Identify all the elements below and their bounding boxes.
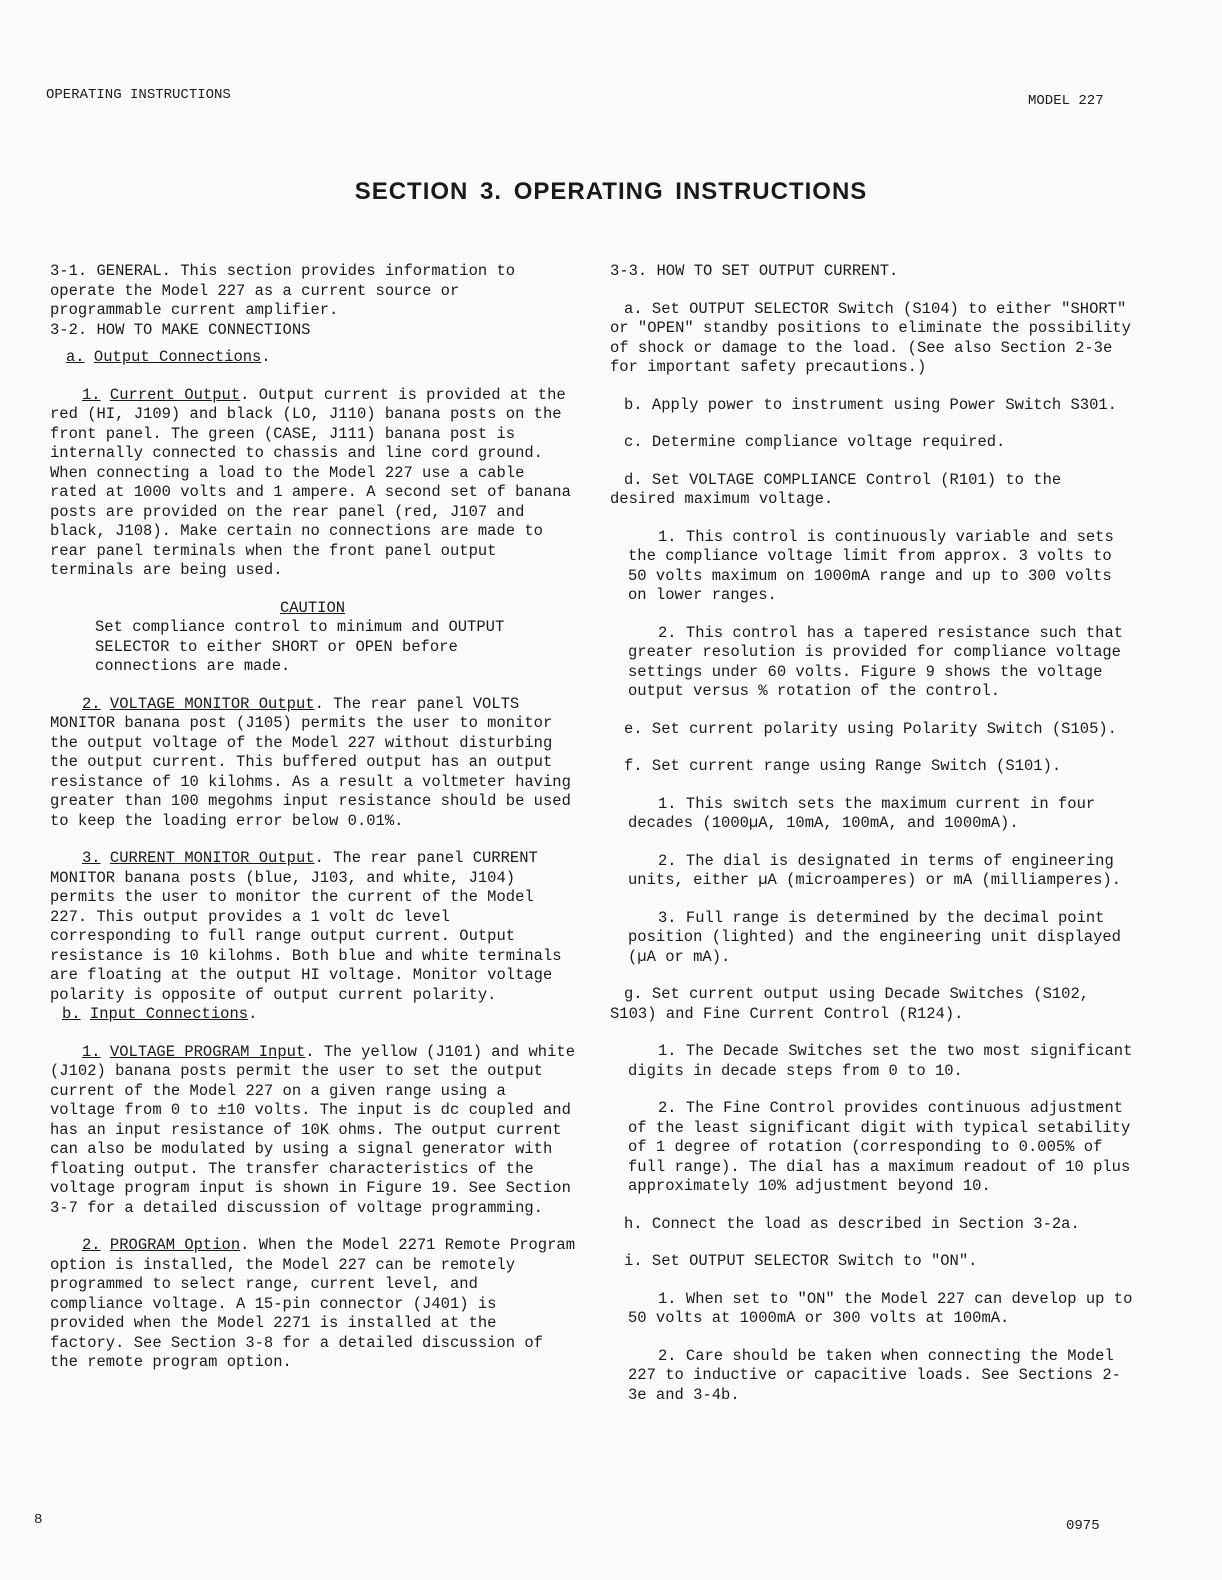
page-number: 8 bbox=[34, 1512, 43, 1528]
document-code: 0975 bbox=[1066, 1518, 1100, 1534]
set-output-current-heading: 3-3. HOW TO SET OUTPUT CURRENT. bbox=[610, 262, 899, 280]
current-monitor-number: 3. bbox=[82, 849, 101, 867]
program-option-text: . When the Model 2271 Remote Program option is installed, the Model 227 can be remotely programmed to select range, current level, and compliance voltage. A 15-pin connector (J401) is provided when the Model 2271 is installed at the factory. See Section 3-8 for a detailed discussion of the remote program option. bbox=[50, 1236, 576, 1371]
voltage-program-heading: VOLTAGE PROGRAM Input bbox=[109, 1042, 306, 1061]
step-g: g. Set current output using Decade Switches (S102, S103) and Fine Current Control (R124). bbox=[610, 985, 1090, 1023]
current-output-number: 1. bbox=[82, 385, 101, 404]
step-h: h. Connect the load as described in Section 3-2a. bbox=[624, 1214, 1080, 1233]
voltage-monitor-paragraph bbox=[50, 695, 575, 832]
right-column bbox=[610, 262, 1135, 1405]
section-title: SECTION 3. OPERATING INSTRUCTIONS bbox=[354, 178, 868, 205]
step-i: i. Set OUTPUT SELECTOR Switch to "ON". bbox=[624, 1252, 978, 1270]
step-i-1: 1. When set to "ON" the Model 227 can develop up to 50 volts at 1000mA or 300 volts at 100mA. bbox=[628, 1289, 1133, 1327]
current-output-paragraph bbox=[50, 386, 575, 581]
caution-text: Set compliance control to minimum and OUTPUT SELECTOR to either SHORT or OPEN before connections are made. bbox=[95, 618, 505, 675]
current-output-text: . Output current is provided at the red (HI, J109) and black (LO, J110) banana posts on the front panel. The green (CASE, J111) banana post is internally connected to chassis and line cord ground. When connecting a load to the Model 227 use a cable rated at 1000 volts and 1 ampere. A second set of banana posts are provided on the rear panel (red, J107 and black, J108). Make certain no connections are made to rear panel terminals when the front panel output terminals are being used. bbox=[50, 385, 571, 579]
current-monitor-paragraph bbox=[50, 849, 575, 1005]
input-connections-title: Input Connections bbox=[89, 1005, 249, 1023]
left-column bbox=[50, 262, 575, 1373]
output-connections-title: Output Connections bbox=[93, 348, 262, 366]
step-a: a. Set OUTPUT SELECTOR Switch (S104) to either "SHORT" or "OPEN" standby positions to eliminate the possibility of shock or damage to the load. (See also Section 2-3e for important safety precautions.) bbox=[610, 299, 1131, 376]
step-f-3: 3. Full range is determined by the decimal point position (lighted) and the engineering unit displayed (µA or mA). bbox=[628, 908, 1121, 966]
step-f: f. Set current range using Range Switch (S101). bbox=[624, 757, 1062, 775]
voltage-program-text: . The yellow (J101) and white (J102) banana posts permit the user to set the output current of the Model 227 on a given range using a voltage from 0 to ±10 volts. The input is dc coupled and has an input resistance of 10K ohms. The output current can also be modulated by using a signal generator with floating output. The transfer characteristics of the voltage program input is shown in Figure 19. See Section 3-7 for a detailed discussion of voltage programming. bbox=[50, 1042, 576, 1217]
output-connections-end: . bbox=[261, 348, 271, 366]
current-monitor-text: . The rear panel CURRENT MONITOR banana posts (blue, J103, and white, J104) permits the user to monitor the current of the Model 227. This output provides a 1 volt dc level corresponding to full range output current. Output resistance is 10 kilohms. Both blue and white terminals are floating at the output HI voltage. Monitor voltage polarity is opposite of output current polarity. bbox=[50, 849, 562, 1004]
caution-heading: CAUTION bbox=[279, 598, 346, 617]
step-c: c. Determine compliance voltage required. bbox=[624, 433, 1006, 451]
step-d: d. Set VOLTAGE COMPLIANCE Control (R101) to the desired maximum voltage. bbox=[610, 470, 1062, 508]
current-monitor-heading: CURRENT MONITOR Output bbox=[109, 849, 315, 867]
output-connections-heading bbox=[50, 348, 575, 368]
running-header-right: MODEL 227 bbox=[1028, 93, 1104, 109]
program-option-heading: PROGRAM Option bbox=[109, 1236, 241, 1254]
input-connections-marker: b. bbox=[62, 1005, 81, 1023]
program-option-number: 2. bbox=[82, 1236, 101, 1254]
input-connections-heading bbox=[50, 1005, 575, 1025]
current-output-heading: Current Output bbox=[109, 385, 241, 404]
input-connections-end: . bbox=[248, 1005, 258, 1023]
voltage-program-paragraph bbox=[50, 1043, 575, 1219]
general-paragraph: 3-1. GENERAL. This section provides information to operate the Model 227 as a current source or programmable current amplifier. bbox=[50, 262, 516, 319]
step-g-1: 1. The Decade Switches set the two most significant digits in decade steps from 0 to 10. bbox=[628, 1042, 1133, 1080]
output-connections-marker: a. bbox=[66, 348, 85, 366]
step-d-2: 2. This control has a tapered resistance such that greater resolution is provided for compliance voltage settings under 60 volts. Figure 9 shows the voltage output versus % rotation of the control. bbox=[628, 623, 1124, 700]
step-d-1: 1. This control is continuously variable and sets the compliance voltage limit from approx. 3 volts to 50 volts maximum on 1000mA range and up to 300 volts on lower ranges. bbox=[628, 527, 1114, 604]
step-i-2: 2. Care should be taken when connecting the Model 227 to inductive or capacitive loads. See Sections 2-3e and 3-4b. bbox=[628, 1346, 1121, 1404]
running-header-left: OPERATING INSTRUCTIONS bbox=[46, 87, 231, 103]
voltage-monitor-heading: VOLTAGE MONITOR Output bbox=[109, 694, 315, 713]
program-option-paragraph bbox=[50, 1236, 575, 1373]
voltage-program-number: 1. bbox=[82, 1042, 101, 1061]
step-b: b. Apply power to instrument using Power Switch S301. bbox=[624, 395, 1117, 414]
connections-heading: 3-2. HOW TO MAKE CONNECTIONS bbox=[50, 320, 311, 339]
step-f-1: 1. This switch sets the maximum current in four decades (1000µA, 10mA, 100mA, and 1000mA). bbox=[628, 794, 1096, 832]
voltage-monitor-text: . The rear panel VOLTS MONITOR banana post (J105) permits the user to monitor the output voltage of the Model 227 without disturbing the output current. This buffered output has an output resistance of 10 kilohms. As a result a voltmeter having greater than 100 megohms input resistance should be used to keep the loading error below 0.01%. bbox=[50, 694, 571, 830]
step-g-2: 2. The Fine Control provides continuous adjustment of the least significant digit with typical setability of 1 degree of rotation (corresponding to 0.005% of full range). The dial has a maximum readout of 10 plus approximately 10% adjustment beyond 10. bbox=[628, 1099, 1131, 1195]
step-f-2: 2. The dial is designated in terms of engineering units, either µA (microamperes) or mA (milliamperes). bbox=[628, 851, 1121, 889]
voltage-monitor-number: 2. bbox=[82, 694, 101, 713]
step-e: e. Set current polarity using Polarity Switch (S105). bbox=[624, 719, 1117, 738]
